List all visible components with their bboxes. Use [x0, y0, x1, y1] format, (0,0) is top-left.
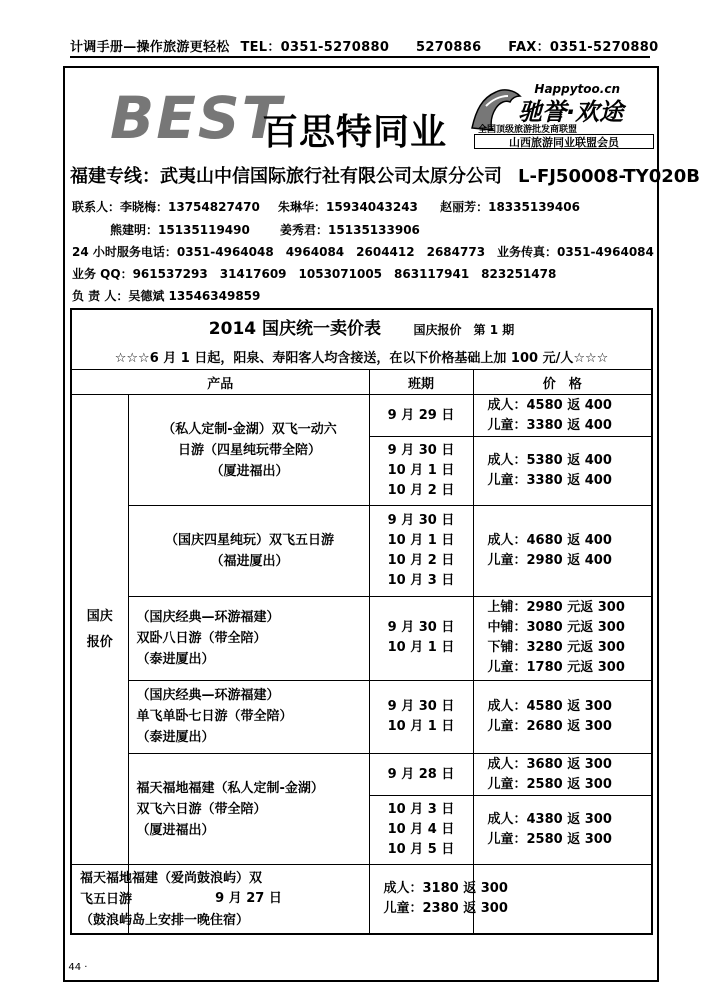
price-item: 中铺：3080 元返 300: [487, 620, 625, 636]
product-line: 飞五日游: [80, 891, 133, 907]
price-item: 成人：4380 返 300: [487, 812, 612, 828]
header-date: 班期: [369, 369, 473, 394]
fax: FAX：0351-5270880: [508, 40, 659, 55]
price-item: 儿童：2580 返 300: [487, 832, 612, 848]
price-cell: [473, 597, 652, 680]
table-row: [71, 753, 652, 796]
price-item: 成人：4580 返 300: [487, 698, 612, 714]
product-line: 双卧八日游（带全陪）: [136, 630, 267, 646]
contact-jiang: 姜秀君：15135133906: [280, 223, 420, 237]
date-cell: [369, 753, 473, 796]
contact-xiong: 熊建明：15135119490: [110, 223, 250, 237]
price-item: 成人：5380 返 400: [487, 452, 612, 468]
date-item: 9 月 27 日: [215, 891, 282, 907]
contact-li: 联系人：李晓梅：13754827470: [72, 200, 260, 214]
date-item: 10 月 1 日: [387, 462, 455, 478]
badge-en: Happytoo.cn: [534, 82, 620, 96]
table-title-row: [71, 309, 652, 344]
product-cell: [128, 505, 369, 596]
contact-zhao: 赵丽芳：18335139406: [440, 200, 580, 214]
price-cell: [473, 753, 652, 796]
date-item: 10 月 3 日: [387, 802, 455, 818]
badge-bar: 山西旅游同业联盟会员: [474, 134, 654, 149]
table-row: [71, 597, 652, 680]
price-item: 成人：4580 返 400: [487, 397, 612, 413]
logo-best-text: BEST: [110, 84, 284, 152]
product-line: 福天福地福建（私人定制-金湖）: [136, 780, 324, 796]
price-item: 儿童：2380 返 300: [383, 901, 508, 917]
price-item: 成人：3180 返 300: [383, 881, 508, 897]
product-line: 福天福地福建（爱尚鼓浪屿）双: [80, 870, 263, 886]
price-cell: [473, 796, 652, 865]
price-item: 上铺：2980 元返 300: [487, 600, 625, 616]
logo-cn-text: 百思特同业: [262, 112, 448, 153]
contact-zhu: 朱琳华：15934043243: [278, 200, 418, 214]
date-item: 9 月 28 日: [387, 766, 455, 782]
table-row: [71, 395, 652, 437]
date-cell: [369, 680, 473, 753]
tel: TEL：0351-5270880: [240, 40, 390, 55]
best-logo: [110, 84, 500, 153]
alliance-badge: [464, 82, 660, 150]
table-note: ☆☆☆6 月 1 日起，阳泉、寿阳客人均含接送，在以下价格基础上加 100 元/人☆☆☆: [71, 344, 652, 370]
qq-line: 业务 QQ：961537293 31417609 1053071005 863117941 823251478: [72, 267, 557, 281]
service-phone-line: 24 小时服务电话：0351-4964048 4964084 2604412 2684773 业务传真：0351-4964084: [72, 245, 654, 259]
product-line: （泰进厦出）: [136, 651, 215, 667]
date-item: 10 月 2 日: [387, 553, 455, 569]
product-cell: [128, 680, 369, 753]
price-cell: [473, 395, 652, 437]
date-item: 10 月 1 日: [387, 640, 455, 656]
contact-line-1: [72, 198, 580, 215]
date-cell: [369, 395, 473, 437]
price-cell: [473, 436, 652, 505]
product-line: （国庆四星纯玩）双飞五日游: [164, 533, 334, 549]
date-item: 10 月 4 日: [387, 822, 455, 838]
product-line: （鼓浪屿岛上安排一晚住宿）: [80, 912, 250, 928]
table-row: [71, 865, 652, 934]
product-line: （厦进福出）: [210, 463, 289, 479]
top-header-line: [70, 36, 659, 58]
badge-sub: 全国顶级旅游批发商联盟: [478, 125, 578, 135]
table-row: [71, 680, 652, 753]
date-item: 10 月 5 日: [387, 842, 455, 858]
table-note-row: [71, 344, 652, 370]
product-line: （私人定制-金湖）双飞一动六: [162, 421, 337, 437]
product-cell: [128, 597, 369, 680]
date-cell: [369, 505, 473, 596]
price-item: 儿童：3380 返 400: [487, 472, 612, 488]
company-name: 福建专线：武夷山中信国际旅行社有限公司太原分公司: [70, 166, 502, 187]
product-cell: [128, 395, 369, 506]
date-item: 9 月 30 日: [387, 698, 455, 714]
table-title: 2014 国庆统一卖价表: [208, 319, 382, 340]
product-line: （福进厦出）: [210, 554, 289, 570]
date-cell: [369, 436, 473, 505]
price-cell: [369, 865, 508, 934]
date-item: 10 月 1 日: [387, 533, 455, 549]
price-item: 下铺：3280 元返 300: [487, 640, 625, 656]
date-item: 10 月 2 日: [387, 482, 455, 498]
product-line: 单飞单卧七日游（带全陪）: [136, 709, 293, 725]
date-item: 10 月 3 日: [387, 573, 455, 589]
company-title: [70, 162, 700, 188]
date-item: 9 月 29 日: [387, 407, 455, 423]
date-item: 10 月 1 日: [387, 718, 455, 734]
price-item: 儿童：2680 返 300: [487, 718, 612, 734]
badge-cn: 驰誉·欢途: [518, 98, 624, 126]
price-cell: [473, 505, 652, 596]
date-item: 9 月 30 日: [387, 620, 455, 636]
product-line: （国庆经典—环游福建）: [136, 688, 280, 704]
category-line: 国庆: [86, 608, 113, 624]
page-number: · 44 ·: [62, 962, 88, 973]
manager-line: 负 责 人：吴德斌 13546349859: [72, 289, 261, 303]
product-line: 日游（四星纯玩带全陪）: [177, 442, 321, 458]
product-line: （泰进厦出）: [136, 730, 215, 746]
category-cell: [71, 395, 128, 865]
product-line: （国庆经典—环游福建）: [136, 609, 280, 625]
date-cell: [369, 796, 473, 865]
price-item: 成人：4680 返 400: [487, 533, 612, 549]
category-line: 报价: [86, 634, 113, 650]
price-item: 儿童：1780 元返 300: [487, 660, 625, 676]
price-item: 成人：3680 返 300: [487, 756, 612, 772]
product-line: 双飞六日游（带全陪）: [136, 801, 267, 817]
company-code: L-FJ50008-TY020B: [518, 166, 700, 187]
product-line: （厦进福出）: [136, 822, 215, 838]
price-item: 儿童：2580 返 300: [487, 776, 612, 792]
date-item: 9 月 30 日: [387, 513, 455, 529]
header-product: 产品: [71, 369, 369, 394]
tel-extra: 5270886: [416, 40, 482, 55]
slogan: 计调手册—操作旅游更轻松: [70, 40, 230, 55]
header-price: 价 格: [473, 369, 652, 394]
date-item: 9 月 30 日: [387, 442, 455, 458]
price-item: 儿童：3380 返 400: [487, 417, 612, 433]
date-cell: [369, 597, 473, 680]
table-subtitle: 国庆报价 第 1 期: [413, 323, 515, 338]
table-row: [71, 505, 652, 596]
contact-line-2: [110, 221, 420, 238]
product-cell: [128, 753, 369, 865]
table-header-row: [71, 369, 652, 394]
price-item: 儿童：2980 返 400: [487, 553, 612, 569]
price-cell: [473, 680, 652, 753]
price-table: [70, 308, 653, 935]
